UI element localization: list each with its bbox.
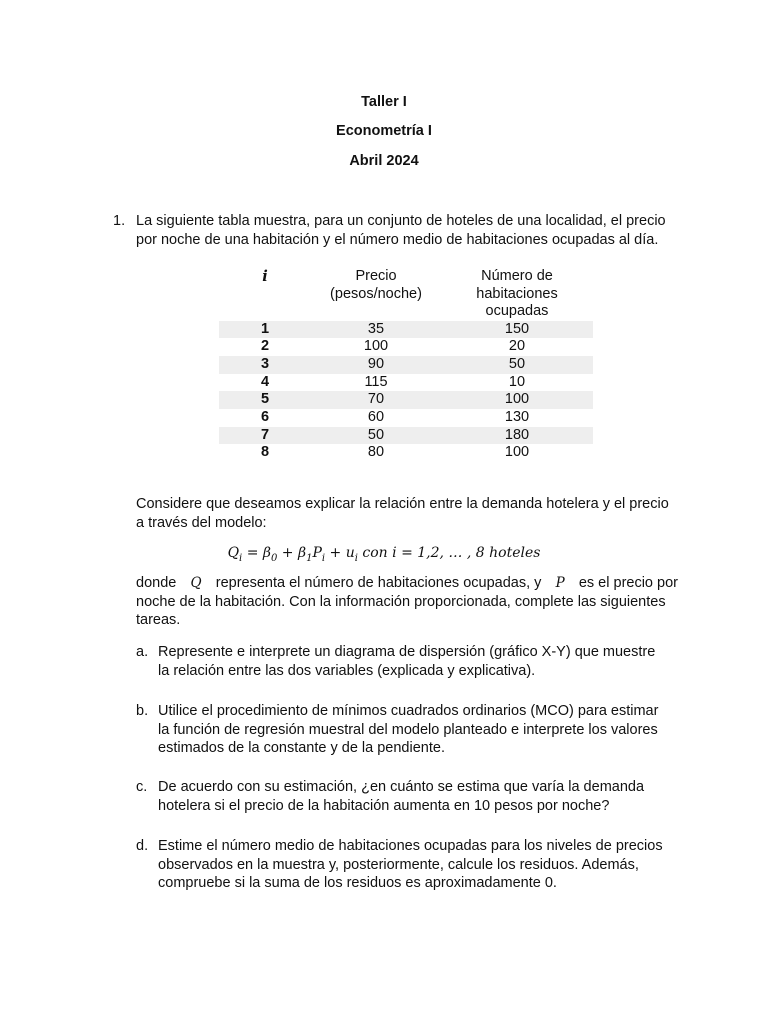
hotel-data-table [219,268,593,462]
eq-q: Q [227,545,240,561]
row-price: 100 [363,338,389,355]
model-intro-line-1: Considere que deseamos explicar la relación entre la demanda hotelera y el precio [136,496,669,512]
eq-q-sub: i [239,552,243,564]
eq-u-sub: i [354,552,358,564]
eq-beta0: = β [242,545,271,561]
row-rooms: 130 [504,409,530,426]
table-row [219,374,593,392]
course-name: Econometría I [336,123,432,139]
row-index: 5 [219,391,311,409]
column-header-price-line-2: (pesos/noche) [330,285,422,302]
item-c-line-2: hotelera si el precio de la habitación aumenta en 10 pesos por noche? [158,797,610,814]
desc-word-donde: donde [136,575,177,591]
item-letter-b: b. [136,703,149,719]
table-row [219,427,593,445]
item-c-text [158,778,678,815]
eq-condition: con i = 1,2, … , 8 hoteles [357,545,541,561]
column-header-rooms-line-1: Número de [481,268,553,284]
item-c-line-1: De acuerdo con su estimación, ¿en cuánto se estima que varía la demanda [158,779,645,795]
row-price: 80 [367,444,385,461]
row-rooms: 100 [441,391,593,409]
row-index: 3 [219,356,311,374]
table-row [219,409,593,427]
row-index: 7 [219,427,311,445]
item-a-text [158,643,678,680]
item-b-line-3: estimados de la constante y de la pendiente. [158,740,445,756]
table-header-row [219,268,593,321]
row-price: 50 [311,427,441,445]
item-a-line-2: la relación entre las dos variables (explicada y explicativa). [158,662,536,679]
column-header-rooms [441,268,593,321]
row-price: 35 [311,321,441,339]
variable-description [136,574,678,630]
row-rooms: 20 [508,338,526,355]
desc-end: es el precio por [578,575,678,591]
table-row [219,338,593,356]
column-header-rooms-line-2: habitaciones [476,285,558,302]
item-letter-d: d. [136,838,149,854]
description-line-1 [136,574,678,593]
table-row [219,444,593,462]
model-intro [136,495,678,532]
row-price: 115 [364,373,388,390]
description-line-2: noche de la habitación. Con la información proporcionada, complete las siguientes [136,593,666,610]
item-b-line-2: la función de regresión muestral del modelo planteado e interprete los valores [158,721,658,738]
item-letter-c: c. [136,779,148,795]
item-b-line-1: Utilice el procedimiento de mínimos cuadrados ordinarios (MCO) para estimar [158,703,659,719]
row-rooms: 180 [441,427,593,445]
item-d-text [158,837,678,893]
row-price: 70 [311,391,441,409]
model-intro-line-2: a través del modelo: [136,514,267,531]
eq-beta1-sub: 1 [306,552,313,564]
row-index: 8 [260,444,270,461]
row-rooms: 100 [504,444,530,461]
question-intro-line-2: por noche de una habitación y el número medio de habitaciones ocupadas al día. [136,231,659,248]
table-row [219,321,593,339]
table-row [219,356,593,374]
question-number: 1. [113,213,126,229]
question-intro-line-1: La siguiente tabla muestra, para un conjunto de hoteles de una localidad, el precio [136,213,666,229]
table-row [219,391,593,409]
item-d-line-3: compruebe si la suma de los residuos es aproximadamente 0. [158,875,557,891]
row-index: 2 [260,338,270,355]
description-line-3: tareas. [136,612,181,628]
item-d-line-1: Estime el número medio de habitaciones ocupadas para los niveles de precios [158,838,663,854]
desc-var-q: Q [190,575,202,591]
row-price: 60 [367,409,385,426]
eq-beta0-sub: 0 [270,552,278,564]
row-rooms: 150 [441,321,593,339]
desc-mid: representa el número de habitaciones ocupadas, y [215,575,542,591]
column-header-index: i [262,268,268,285]
item-b-text [158,702,678,758]
row-index: 4 [260,373,270,390]
eq-beta1: + β [277,545,307,561]
question-intro [136,212,678,249]
row-price: 90 [311,356,441,374]
column-header-price [311,268,441,321]
column-header-rooms-line-3: ocupadas [485,303,549,319]
document-date: Abril 2024 [349,153,419,169]
desc-var-p: P [555,575,565,591]
item-d-line-2: observados en la muestra y, posteriormente, calcule los residuos. Además, [158,856,639,873]
row-index: 6 [260,409,270,426]
eq-p-sub: i [321,552,326,564]
item-a-line-1: Represente e interprete un diagrama de dispersión (gráfico X-Y) que muestre [158,644,656,660]
eq-u: + u [325,545,355,561]
row-rooms: 10 [508,373,526,390]
row-rooms: 50 [441,356,593,374]
eq-p: P [312,545,322,561]
row-index: 1 [219,321,311,339]
regression-equation [0,544,768,563]
document-title: Taller I [361,94,407,110]
item-letter-a: a. [136,644,149,660]
column-header-price-line-1: Precio [355,268,397,284]
